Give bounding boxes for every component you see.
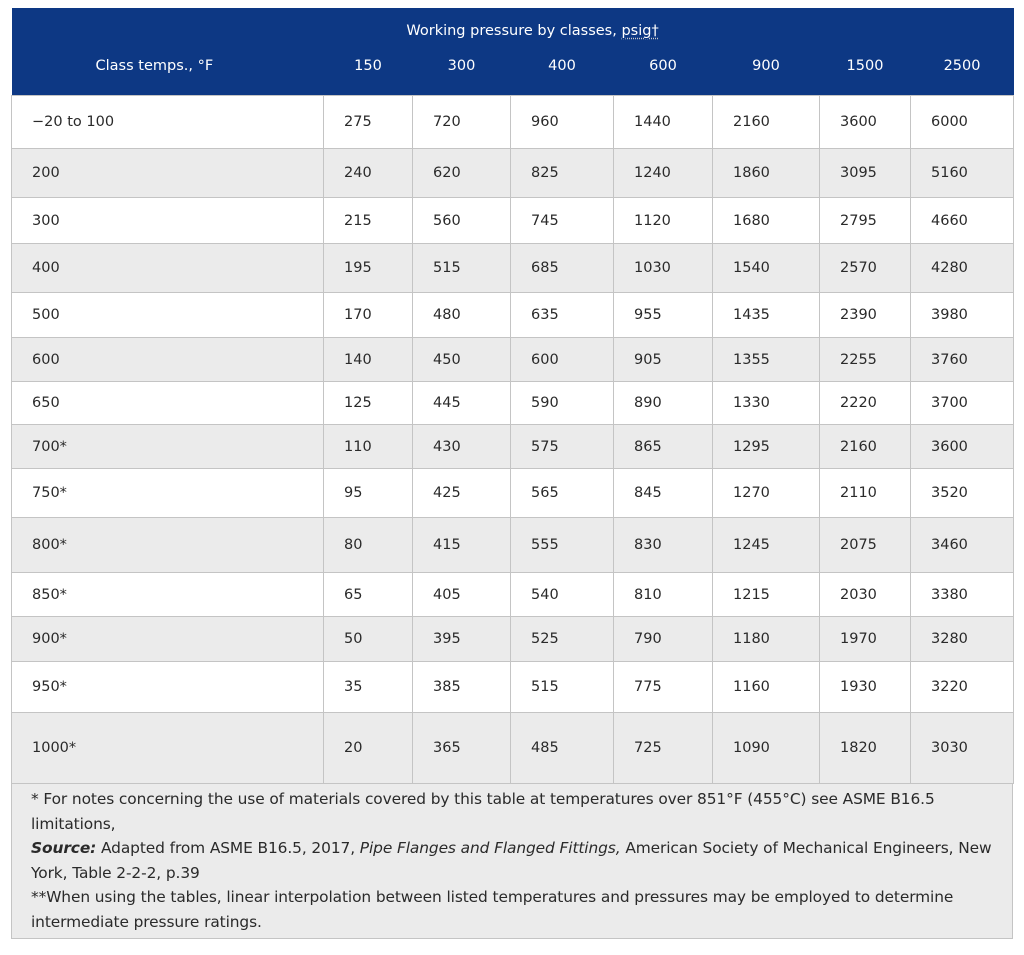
pressure-cell: 1245: [713, 518, 820, 573]
pressure-cell: 3095: [820, 149, 911, 198]
table-row: [12, 573, 1014, 617]
pressure-cell: 540: [511, 573, 614, 617]
class-header: 900: [713, 54, 820, 96]
table-row: [12, 617, 1014, 662]
pressure-cell: 430: [413, 425, 511, 469]
table-row: [12, 244, 1014, 293]
pressure-cell: 3760: [911, 338, 1014, 382]
pressure-cell: 515: [413, 244, 511, 293]
header-row-group: [12, 8, 1014, 54]
pressure-cell: 95: [324, 469, 413, 518]
pressure-cell: 20: [324, 713, 413, 784]
pressure-cell: 275: [324, 96, 413, 149]
pressure-cell: 445: [413, 382, 511, 425]
note-interpolation: **When using the tables, linear interpolation between listed temperatures and pressures may be employed to determine intermediate pressure ratings.: [31, 888, 954, 931]
group-title-unit: psig†: [621, 23, 659, 39]
pressure-cell: 1160: [713, 662, 820, 713]
pressure-cell: 1860: [713, 149, 820, 198]
pressure-cell: 80: [324, 518, 413, 573]
pressure-cell: 590: [511, 382, 614, 425]
pressure-cell: 1820: [820, 713, 911, 784]
note-source: [31, 836, 1002, 885]
pressure-cell: 3980: [911, 293, 1014, 338]
pressure-cell: 635: [511, 293, 614, 338]
pressure-cell: 405: [413, 573, 511, 617]
pressure-cell: 1680: [713, 198, 820, 244]
pressure-cell: 725: [614, 713, 713, 784]
table-row: [12, 293, 1014, 338]
pressure-cell: 1540: [713, 244, 820, 293]
pressure-cell: 110: [324, 425, 413, 469]
source-title: Pipe Flanges and Flanged Fittings,: [359, 839, 621, 857]
group-title: [406, 23, 658, 39]
pressure-cell: 830: [614, 518, 713, 573]
pressure-cell: 720: [413, 96, 511, 149]
pressure-cell: 425: [413, 469, 511, 518]
pressure-cell: 1440: [614, 96, 713, 149]
source-text-2: American Society of Mechanical Engineers, New York, Table 2-2-2, p.39: [31, 839, 992, 882]
pressure-cell: 1030: [614, 244, 713, 293]
pressure-cell: 6000: [911, 96, 1014, 149]
pressure-cell: 3030: [911, 713, 1014, 784]
pressure-cell: 240: [324, 149, 413, 198]
pressure-cell: 1970: [820, 617, 911, 662]
pressure-cell: 1120: [614, 198, 713, 244]
pressure-cell: 825: [511, 149, 614, 198]
temperature-cell: 950*: [12, 662, 324, 713]
pressure-cell: 140: [324, 338, 413, 382]
pressure-cell: 4280: [911, 244, 1014, 293]
pressure-cell: 1295: [713, 425, 820, 469]
pressure-cell: 2255: [820, 338, 911, 382]
table-header: [12, 8, 1014, 96]
pressure-cell: 1215: [713, 573, 820, 617]
table-notes: [11, 784, 1013, 939]
pressure-cell: 2570: [820, 244, 911, 293]
pressure-cell: 2030: [820, 573, 911, 617]
pressure-cell: 3520: [911, 469, 1014, 518]
pressure-cell: 2795: [820, 198, 911, 244]
table-body: [12, 96, 1014, 784]
pressure-cell: 125: [324, 382, 413, 425]
pressure-cell: 485: [511, 713, 614, 784]
table-row: [12, 713, 1014, 784]
pressure-cell: 2075: [820, 518, 911, 573]
header-row-columns: [12, 54, 1014, 96]
pressure-cell: 1330: [713, 382, 820, 425]
row-header-label: Class temps., °F: [12, 54, 324, 96]
pressure-cell: 845: [614, 469, 713, 518]
note-temperature-limits: * For notes concerning the use of materials covered by this table at temperatures over 851°F (455°C) see ASME B16.5 limitations,: [31, 790, 935, 833]
temperature-cell: 400: [12, 244, 324, 293]
pressure-cell: 745: [511, 198, 614, 244]
pressure-cell: 685: [511, 244, 614, 293]
pressure-cell: 395: [413, 617, 511, 662]
pressure-cell: 960: [511, 96, 614, 149]
pressure-cell: 65: [324, 573, 413, 617]
pressure-cell: 35: [324, 662, 413, 713]
pressure-cell: 565: [511, 469, 614, 518]
pressure-cell: 810: [614, 573, 713, 617]
pressure-cell: 195: [324, 244, 413, 293]
table-row: [12, 338, 1014, 382]
temperature-cell: 650: [12, 382, 324, 425]
temperature-cell: 700*: [12, 425, 324, 469]
pressure-cell: 3700: [911, 382, 1014, 425]
pressure-cell: 2390: [820, 293, 911, 338]
group-title-text: Working pressure by classes,: [406, 23, 622, 39]
pressure-cell: 3460: [911, 518, 1014, 573]
pressure-rating-table: [11, 8, 1014, 784]
pressure-cell: 3600: [820, 96, 911, 149]
temperature-cell: 850*: [12, 573, 324, 617]
pressure-cell: 890: [614, 382, 713, 425]
table-row: [12, 518, 1014, 573]
pressure-cell: 525: [511, 617, 614, 662]
pressure-cell: 620: [413, 149, 511, 198]
pressure-cell: 415: [413, 518, 511, 573]
pressure-cell: 3380: [911, 573, 1014, 617]
pressure-cell: 1930: [820, 662, 911, 713]
temperature-cell: 1000*: [12, 713, 324, 784]
pressure-cell: 4660: [911, 198, 1014, 244]
pressure-cell: 215: [324, 198, 413, 244]
table-row: [12, 382, 1014, 425]
pressure-cell: 555: [511, 518, 614, 573]
pressure-cell: 450: [413, 338, 511, 382]
pressure-cell: 3280: [911, 617, 1014, 662]
class-header: 150: [324, 54, 413, 96]
pressure-cell: 775: [614, 662, 713, 713]
pressure-cell: 2220: [820, 382, 911, 425]
table-row: [12, 198, 1014, 244]
table-row: [12, 662, 1014, 713]
temperature-cell: 600: [12, 338, 324, 382]
pressure-cell: 790: [614, 617, 713, 662]
pressure-cell: 575: [511, 425, 614, 469]
pressure-cell: 5160: [911, 149, 1014, 198]
class-header: 1500: [820, 54, 911, 96]
pressure-cell: 3220: [911, 662, 1014, 713]
pressure-cell: 1240: [614, 149, 713, 198]
pressure-cell: 955: [614, 293, 713, 338]
source-label: Source:: [31, 839, 97, 857]
pressure-cell: 2160: [713, 96, 820, 149]
table-row: [12, 469, 1014, 518]
table-row: [12, 149, 1014, 198]
pressure-cell: 1090: [713, 713, 820, 784]
pressure-cell: 600: [511, 338, 614, 382]
pressure-cell: 905: [614, 338, 713, 382]
pressure-cell: 515: [511, 662, 614, 713]
temperature-cell: 500: [12, 293, 324, 338]
pressure-cell: 3600: [911, 425, 1014, 469]
table-row: [12, 425, 1014, 469]
pressure-cell: 385: [413, 662, 511, 713]
pressure-cell: 2110: [820, 469, 911, 518]
pressure-cell: 1270: [713, 469, 820, 518]
class-header: 300: [413, 54, 511, 96]
pressure-cell: 170: [324, 293, 413, 338]
pressure-cell: 2160: [820, 425, 911, 469]
pressure-cell: 560: [413, 198, 511, 244]
pressure-table-container: [11, 8, 1013, 939]
pressure-cell: 1435: [713, 293, 820, 338]
class-header: 2500: [911, 54, 1014, 96]
pressure-cell: 1180: [713, 617, 820, 662]
temperature-cell: 300: [12, 198, 324, 244]
pressure-cell: 865: [614, 425, 713, 469]
class-header: 400: [511, 54, 614, 96]
temperature-cell: 200: [12, 149, 324, 198]
pressure-cell: 365: [413, 713, 511, 784]
class-header: 600: [614, 54, 713, 96]
temperature-cell: 750*: [12, 469, 324, 518]
pressure-cell: 480: [413, 293, 511, 338]
temperature-cell: −20 to 100: [12, 96, 324, 149]
source-text-1: Adapted from ASME B16.5, 2017,: [96, 839, 360, 857]
temperature-cell: 800*: [12, 518, 324, 573]
temperature-cell: 900*: [12, 617, 324, 662]
pressure-cell: 50: [324, 617, 413, 662]
table-row: [12, 96, 1014, 149]
pressure-cell: 1355: [713, 338, 820, 382]
group-header-cell: [12, 8, 1014, 54]
